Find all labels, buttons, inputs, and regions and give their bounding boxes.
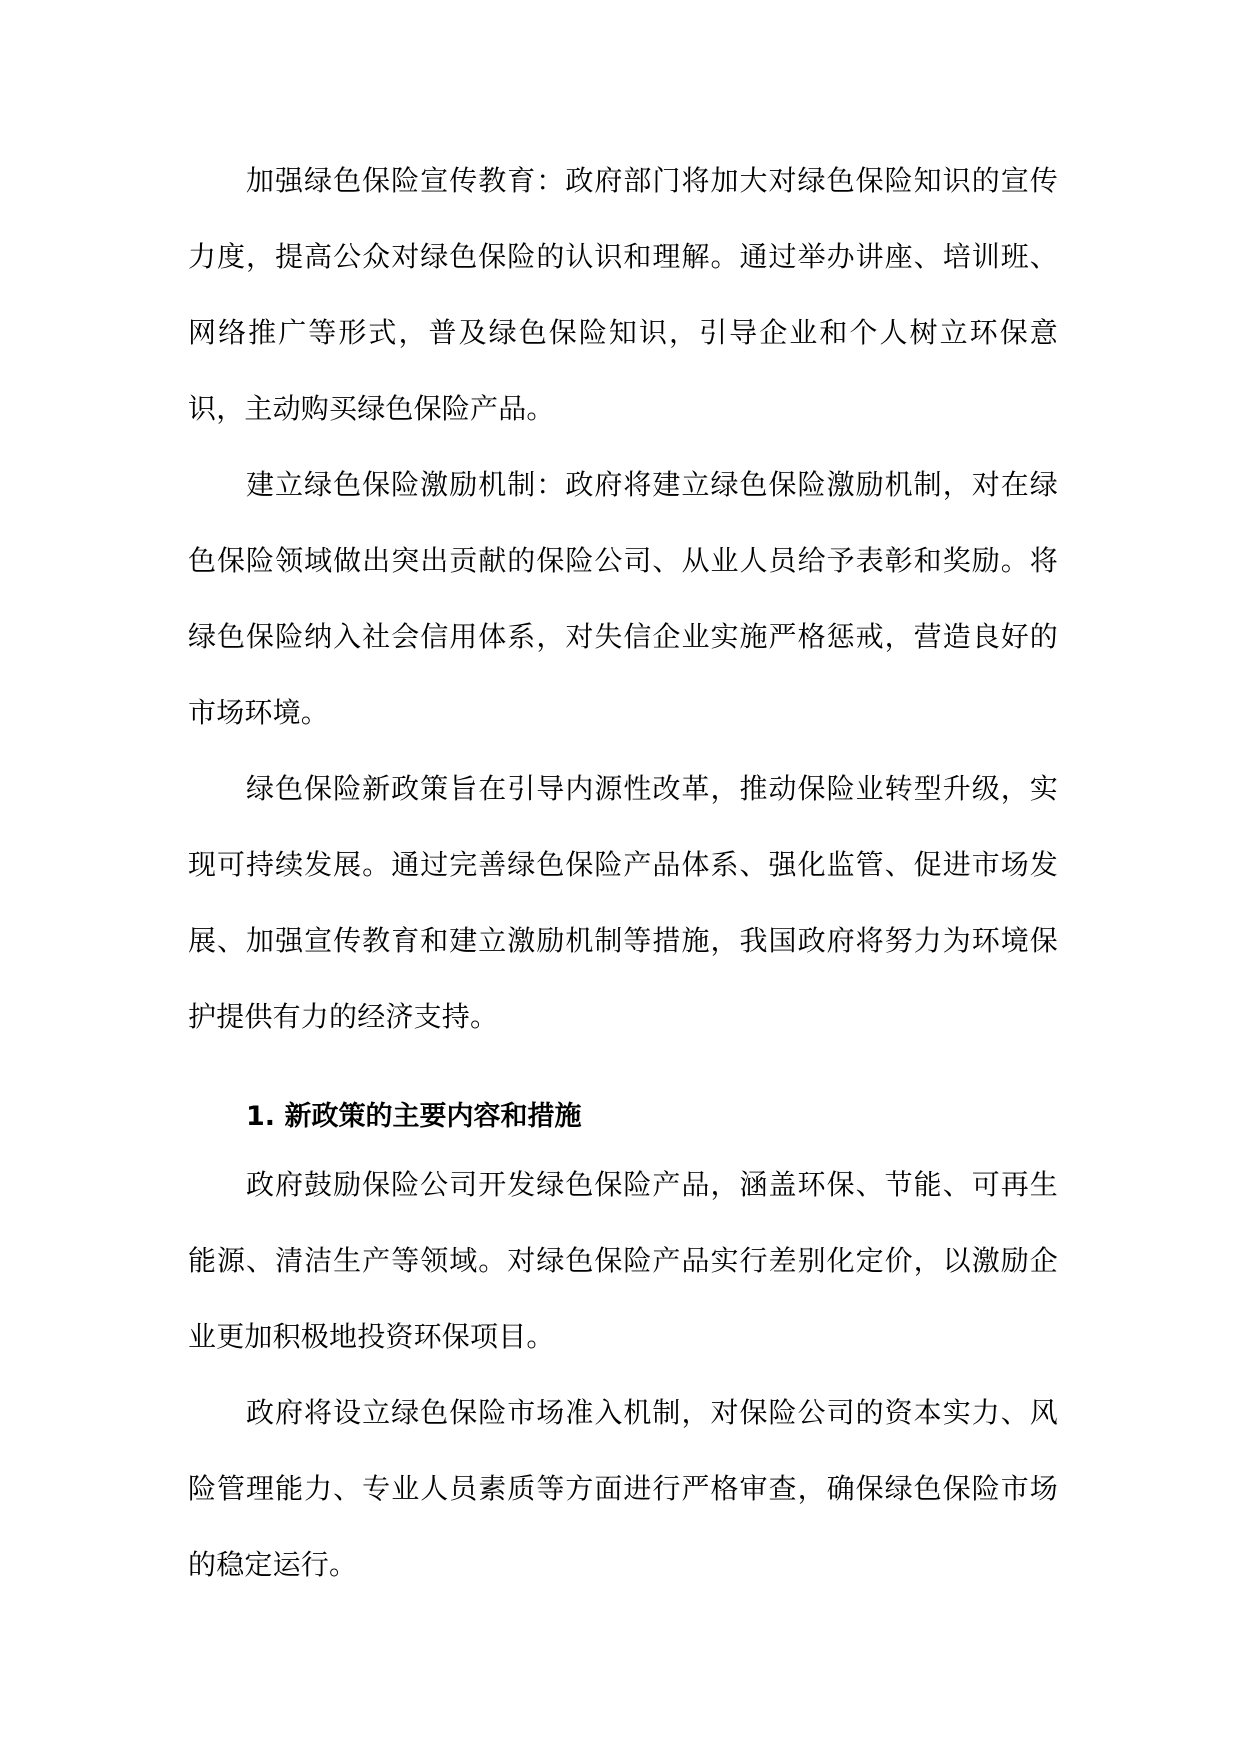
paragraph-green-insurance-education: 加强绿色保险宣传教育：政府部门将加大对绿色保险知识的宣传力度，提高公众对绿色保险的认识和理解。通过举办讲座、培训班、网络推广等形式，普及绿色保险知识，引导企业和个人树立环保意识，主动购买绿色保险产品。 bbox=[188, 164, 1058, 425]
section-heading: 1. 新政策的主要内容和措施 bbox=[246, 1101, 582, 1132]
document-body bbox=[188, 143, 1058, 1603]
paragraph-green-insurance-incentive: 建立绿色保险激励机制：政府将建立绿色保险激励机制，对在绿色保险领域做出突出贡献的保险公司、从业人员给予表彰和奖励。将绿色保险纳入社会信用体系，对失信企业实施严格惩戒，营造良好的市场环境。 bbox=[188, 468, 1058, 729]
paragraph-policy-summary: 绿色保险新政策旨在引导内源性改革，推动保险业转型升级，实现可持续发展。通过完善绿色保险产品体系、强化监管、促进市场发展、加强宣传教育和建立激励机制等措施，我国政府将努力为环境保护提供有力的经济支持。 bbox=[188, 772, 1058, 1033]
paragraph-market-access: 政府将设立绿色保险市场准入机制，对保险公司的资本实力、风险管理能力、专业人员素质等方面进行严格审查，确保绿色保险市场的稳定运行。 bbox=[188, 1396, 1058, 1581]
paragraph-product-development: 政府鼓励保险公司开发绿色保险产品，涵盖环保、节能、可再生能源、清洁生产等领域。对绿色保险产品实行差别化定价，以激励企业更加积极地投资环保项目。 bbox=[188, 1168, 1058, 1353]
